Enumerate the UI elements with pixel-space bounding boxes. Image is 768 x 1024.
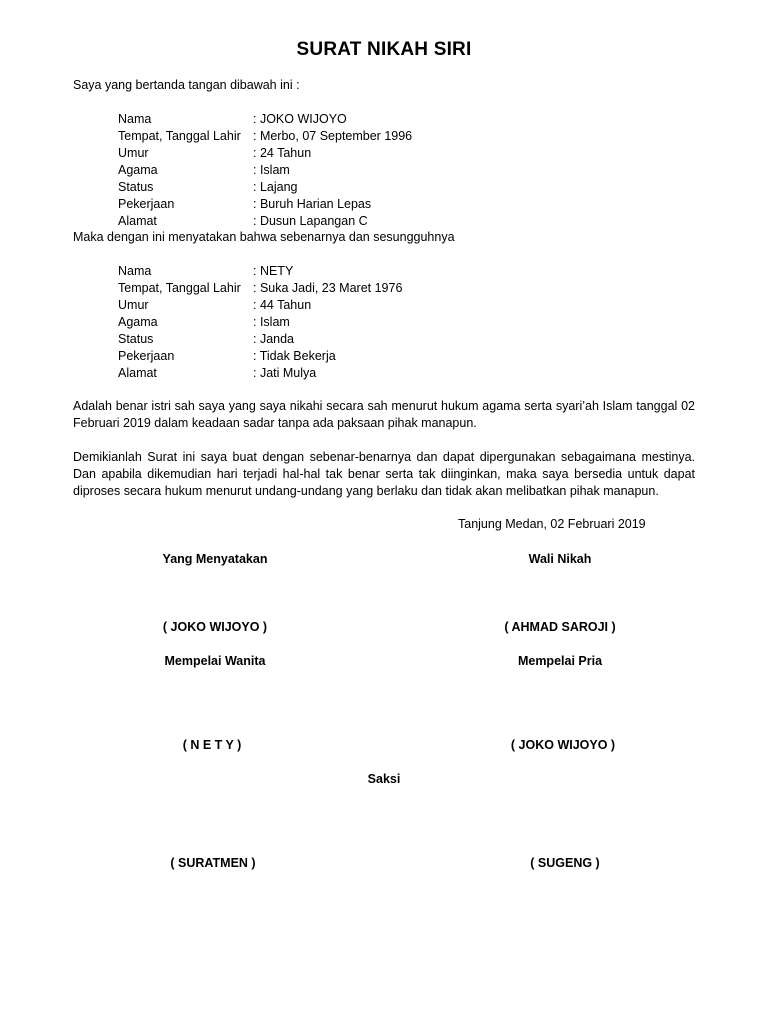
signer-name-wali-nikah: ( AHMAD SAROJI ) xyxy=(504,620,616,634)
document-title: SURAT NIKAH SIRI xyxy=(296,39,472,60)
identity-value: : Jati Mulya xyxy=(253,366,317,380)
statement-text: Maka dengan ini menyatakan bahwa sebenarnya dan sesungguhnya xyxy=(73,230,455,244)
identity-label: Pekerjaan xyxy=(118,349,175,363)
identity-value: : Suka Jadi, 23 Maret 1976 xyxy=(253,281,403,295)
intro-text: Saya yang bertanda tangan dibawah ini : xyxy=(73,78,300,92)
identity-row-alamat xyxy=(118,365,538,382)
identity-label: Alamat xyxy=(118,214,157,228)
identity-label: Status xyxy=(118,180,154,194)
identity-value: : 24 Tahun xyxy=(253,146,312,160)
identity-label: Agama xyxy=(118,315,158,329)
identity-value: : Buruh Harian Lepas xyxy=(253,197,372,211)
identity-label: Umur xyxy=(118,146,149,160)
identity-row-pekerjaan xyxy=(118,348,538,365)
role-mempelai-pria: Mempelai Pria xyxy=(517,654,603,668)
identity-row-alamat xyxy=(118,213,538,230)
identity-row-agama xyxy=(118,314,538,331)
identity-row-ttl xyxy=(118,280,538,297)
identity-row-umur xyxy=(118,297,538,314)
identity-label: Alamat xyxy=(118,366,157,380)
signer-name-yang-menyatakan: ( JOKO WIJOYO ) xyxy=(162,620,268,634)
identity-value: : Janda xyxy=(253,332,295,346)
identity-label: Nama xyxy=(118,264,152,278)
role-yang-menyatakan: Yang Menyatakan xyxy=(162,552,268,566)
identity-row-status xyxy=(118,331,538,348)
identity-value: : 44 Tahun xyxy=(253,298,312,312)
identity-row-umur xyxy=(118,145,538,162)
identity-label: Tempat, Tanggal Lahir xyxy=(118,129,241,143)
identity-value: : Islam xyxy=(253,163,290,177)
person2-identity xyxy=(118,263,538,382)
identity-label: Agama xyxy=(118,163,158,177)
closing-paragraph: Demikianlah Surat ini saya buat dengan sebenar-benarnya dan dapat dipergunakan sebagaimana mestinya. Dan apabila dikemudian hari terjadi hal-hal tak benar serta tak diinginkan, maka saya bersedia untuk dapat diproses secara hukum menurut undang-undang yang berlaku dan tidak akan melibatkan pihak manapun. xyxy=(73,450,695,498)
identity-label: Status xyxy=(118,332,154,346)
person1-identity xyxy=(118,111,538,230)
role-wali-nikah: Wali Nikah xyxy=(528,552,592,566)
identity-row-nama xyxy=(118,111,538,128)
identity-value: : Islam xyxy=(253,315,290,329)
identity-value: : Tidak Bekerja xyxy=(253,349,336,363)
identity-value: : JOKO WIJOYO xyxy=(253,112,347,126)
identity-label: Nama xyxy=(118,112,152,126)
identity-label: Pekerjaan xyxy=(118,197,175,211)
identity-row-ttl xyxy=(118,128,538,145)
role-saksi: Saksi xyxy=(367,772,401,786)
identity-value: : Merbo, 07 September 1996 xyxy=(253,129,413,143)
identity-label: Umur xyxy=(118,298,149,312)
place-date: Tanjung Medan, 02 Februari 2019 xyxy=(458,517,646,531)
identity-row-nama xyxy=(118,263,538,280)
identity-value: : Dusun Lapangan C xyxy=(253,214,368,228)
signer-name-mempelai-wanita: ( N E T Y ) xyxy=(182,738,242,752)
identity-value: : Lajang xyxy=(253,180,298,194)
signer-name-saksi-1: ( SURATMEN ) xyxy=(170,856,256,870)
signer-name-saksi-2: ( SUGENG ) xyxy=(530,856,600,870)
role-mempelai-wanita: Mempelai Wanita xyxy=(164,654,266,668)
declaration-paragraph: Adalah benar istri sah saya yang saya nikahi secara sah menurut hukum agama serta syari’ah Islam tanggal 02 Februari 2019 dalam keadaan sadar tanpa ada paksaan pihak manapun. xyxy=(73,399,695,430)
identity-row-status xyxy=(118,179,538,196)
signer-name-mempelai-pria: ( JOKO WIJOYO ) xyxy=(510,738,616,752)
identity-row-agama xyxy=(118,162,538,179)
identity-row-pekerjaan xyxy=(118,196,538,213)
identity-value: : NETY xyxy=(253,264,294,278)
identity-label: Tempat, Tanggal Lahir xyxy=(118,281,241,295)
